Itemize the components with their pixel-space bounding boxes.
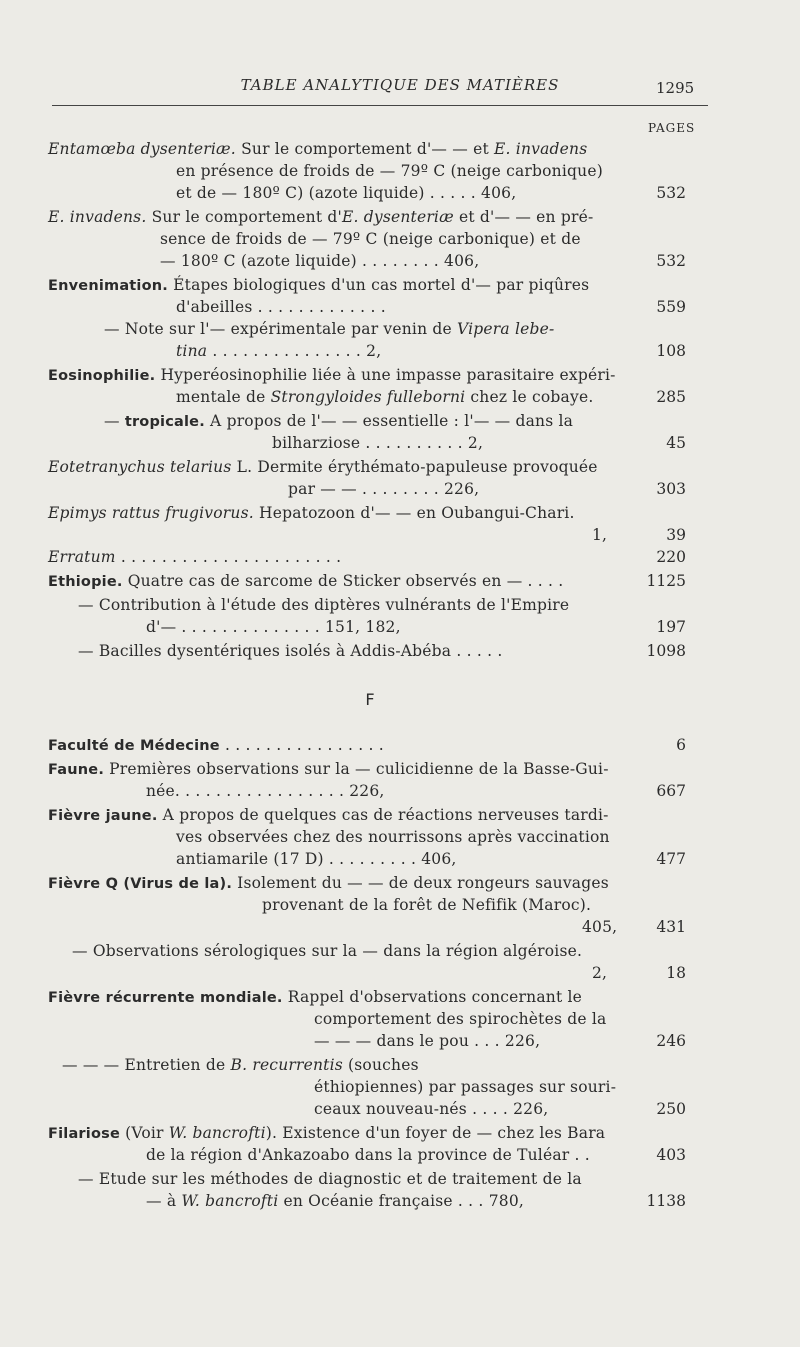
index-line <box>48 206 593 228</box>
entry-heading: Fièvre Q (Virus de la). <box>48 876 233 892</box>
entry-text: Quatre cas de sarcome de Sticker observés en — . . . . <box>122 572 564 590</box>
index-line <box>78 640 503 662</box>
index-line <box>78 594 569 616</box>
entry-text: comportement des spirochètes de la <box>314 1010 607 1028</box>
index-line <box>48 570 563 593</box>
entry-text: mentale de <box>176 388 271 406</box>
index-line <box>314 1098 548 1120</box>
entry-text: — Contribution à l'étude des diptères vulnérants de l'Empire <box>78 596 570 614</box>
page-reference: 6 <box>676 736 686 754</box>
entry-text: 2, <box>592 964 608 982</box>
index-line <box>176 386 593 408</box>
index-line <box>176 182 516 204</box>
header-rule <box>52 105 708 106</box>
section-letter: F <box>365 690 375 709</box>
index-line <box>48 1122 605 1145</box>
entry-text: L. Dermite érythémato-papuleuse provoquée <box>231 458 598 476</box>
page-reference: 1125 <box>646 572 686 590</box>
entry-heading: tropicale. <box>124 414 205 430</box>
index-line <box>78 1168 582 1190</box>
index-line <box>48 502 575 524</box>
entry-text: éthiopiennes) par passages sur souri- <box>314 1078 617 1096</box>
entry-heading: Fièvre récurrente mondiale. <box>48 990 283 1006</box>
entry-text: 405, <box>582 918 618 936</box>
index-line <box>592 962 607 984</box>
entry-text: provenant de la forêt de Nefifik (Maroc). <box>262 896 592 914</box>
entry-text: (souches <box>342 1056 419 1074</box>
page-reference: 532 <box>656 184 686 202</box>
entry-text: en présence de froids de — 79º C (neige carbonique) <box>176 162 603 180</box>
entry-text: — Observations sérologiques sur la — dans la région algéroise. <box>72 942 583 960</box>
index-line <box>62 1054 419 1076</box>
entry-text: et d'— — en pré- <box>453 208 594 226</box>
entry-text: sence de froids de — 79º C (neige carbonique) et de <box>160 230 581 248</box>
page-reference: 1138 <box>646 1192 686 1210</box>
entry-text: Hepatozoon d'— — en Oubangui-Chari. <box>253 504 575 522</box>
entry-text: d'— . . . . . . . . . . . . . . 151, 182, <box>146 618 401 636</box>
entry-text: Hyperéosinophilie liée à une impasse parasitaire expéri- <box>155 366 616 384</box>
index-line <box>48 758 609 781</box>
index-line <box>176 826 610 848</box>
index-line <box>176 160 603 182</box>
entry-text: . . . . . . . . . . . . . . . . . . . . . . <box>115 548 342 566</box>
entry-text: bilharziose . . . . . . . . . . 2, <box>272 434 484 452</box>
italic-term: W. bancrofti <box>181 1192 279 1210</box>
entry-text: — Bacilles dysentériques isolés à Addis-Abéba . . . . . <box>78 642 503 660</box>
entry-text: — Etude sur les méthodes de diagnostic et de traitement de la <box>78 1170 582 1188</box>
entry-text: Sur le comportement d'— — et <box>235 140 495 158</box>
italic-term: W. bancrofti <box>168 1124 266 1142</box>
index-line <box>48 804 609 827</box>
entry-text: — 180º C (azote liquide) . . . . . . . . 406, <box>160 252 480 270</box>
page-reference: 45 <box>666 434 686 452</box>
entry-text: 1, <box>592 526 608 544</box>
italic-term: Erratum <box>48 548 116 566</box>
index-line <box>72 940 582 962</box>
entry-text: — à <box>146 1192 182 1210</box>
index-line <box>160 228 581 250</box>
italic-term: Eotetranychus telarius <box>48 458 232 476</box>
index-line <box>48 986 582 1009</box>
index-line <box>262 894 591 916</box>
entry-text: par — — . . . . . . . . 226, <box>288 480 480 498</box>
entry-text: A propos de quelques cas de réactions nerveuses tardi- <box>157 806 609 824</box>
entry-heading: Faculté de Médecine <box>48 738 220 754</box>
index-line <box>48 364 616 387</box>
index-line <box>146 1144 590 1166</box>
entry-text: antiamarile (17 D) . . . . . . . . . 406, <box>176 850 457 868</box>
index-line <box>48 734 384 757</box>
page-reference: 108 <box>656 342 686 360</box>
entry-text: et de — 180º C) (azote liquide) . . . . . 406, <box>176 184 517 202</box>
index-line <box>176 340 381 362</box>
italic-term: Strongyloides fulleborni <box>270 388 466 406</box>
page-reference: 303 <box>656 480 686 498</box>
index-line <box>288 478 479 500</box>
entry-text: . . . . . . . . . . . . . . . . <box>219 736 384 754</box>
index-line <box>592 524 607 546</box>
index-line <box>48 456 598 478</box>
entry-text: Étapes biologiques d'un cas mortel d'— par piqûres <box>168 276 590 294</box>
entry-heading: Faune. <box>48 762 105 778</box>
page-reference: 477 <box>656 850 686 868</box>
entry-text: — — — dans le pou . . . 226, <box>314 1032 541 1050</box>
page-reference: 197 <box>656 618 686 636</box>
italic-term: Epimys rattus frugivorus. <box>48 504 254 522</box>
entry-text: — — — Entretien de <box>62 1056 231 1074</box>
entry-text: chez le cobaye. <box>465 388 594 406</box>
entry-text: Rappel d'observations concernant le <box>282 988 583 1006</box>
running-header-title: TABLE ANALYTIQUE DES MATIÈRES <box>240 76 560 94</box>
page-reference: 18 <box>666 964 686 982</box>
entry-text: ves observées chez des nourrissons après vaccination <box>176 828 610 846</box>
entry-text: ceaux nouveau-nés . . . . 226, <box>314 1100 549 1118</box>
entry-text: d'abeilles . . . . . . . . . . . . . <box>176 298 386 316</box>
italic-term: B. recurrentis <box>230 1056 343 1074</box>
entry-heading: Eosinophilie. <box>48 368 156 384</box>
entry-text: en Océanie française . . . 780, <box>278 1192 525 1210</box>
italic-term: tina <box>176 342 208 360</box>
pages-column-label: PAGES <box>648 121 696 135</box>
entry-heading: Fièvre jaune. <box>48 808 158 824</box>
entry-heading: Envenimation. <box>48 278 168 294</box>
index-line <box>160 250 479 272</box>
page-reference: 1098 <box>646 642 686 660</box>
entry-text: ). Existence d'un foyer de — chez les Bara <box>265 1124 606 1142</box>
italic-term: Entamœba dysenteriæ. <box>48 140 236 158</box>
page-reference: 431 <box>656 918 686 936</box>
page-reference: 559 <box>656 298 686 316</box>
entry-text: Sur le comportement d' <box>146 208 342 226</box>
page-number: 1295 <box>656 79 695 97</box>
index-line <box>48 274 589 297</box>
italic-term: E. invadens <box>494 140 588 158</box>
index-line <box>146 780 385 802</box>
index-line <box>582 916 617 938</box>
page-reference: 220 <box>656 548 686 566</box>
index-line <box>104 410 573 433</box>
index-line <box>48 546 341 568</box>
index-line <box>48 872 609 895</box>
index-line <box>176 848 457 870</box>
index-line <box>314 1030 540 1052</box>
italic-term: Vipera lebe- <box>457 320 555 338</box>
page-reference: 250 <box>656 1100 686 1118</box>
page-reference: 667 <box>656 782 686 800</box>
entry-text: Isolement du — — de deux rongeurs sauvages <box>232 874 609 892</box>
entry-text: . . . . . . . . . . . . . . . 2, <box>207 342 382 360</box>
index-line <box>314 1008 606 1030</box>
entry-heading: Filariose <box>48 1126 120 1142</box>
index-line <box>176 296 386 318</box>
entry-text: de la région d'Ankazoabo dans la province de Tuléar . . <box>146 1146 590 1164</box>
index-line <box>146 1190 524 1212</box>
page-reference: 285 <box>656 388 686 406</box>
entry-text: — <box>104 412 125 430</box>
index-line <box>314 1076 616 1098</box>
entry-text: (Voir <box>119 1124 169 1142</box>
entry-text: Premières observations sur la — culicidienne de la Basse-Gui- <box>104 760 609 778</box>
page-reference: 532 <box>656 252 686 270</box>
italic-term: E. invadens. <box>48 208 147 226</box>
page-reference: 246 <box>656 1032 686 1050</box>
index-line <box>104 318 554 340</box>
index-line <box>48 138 587 160</box>
page-reference: 39 <box>666 526 686 544</box>
italic-term: E. dysenteriæ <box>341 208 454 226</box>
entry-text: née. . . . . . . . . . . . . . . . . 226, <box>146 782 385 800</box>
page-reference: 403 <box>656 1146 686 1164</box>
entry-text: A propos de l'— — essentielle : l'— — dans la <box>204 412 574 430</box>
index-line <box>146 616 401 638</box>
entry-text: — Note sur l'— expérimentale par venin de <box>104 320 458 338</box>
entry-heading: Ethiopie. <box>48 574 123 590</box>
index-line <box>272 432 483 454</box>
